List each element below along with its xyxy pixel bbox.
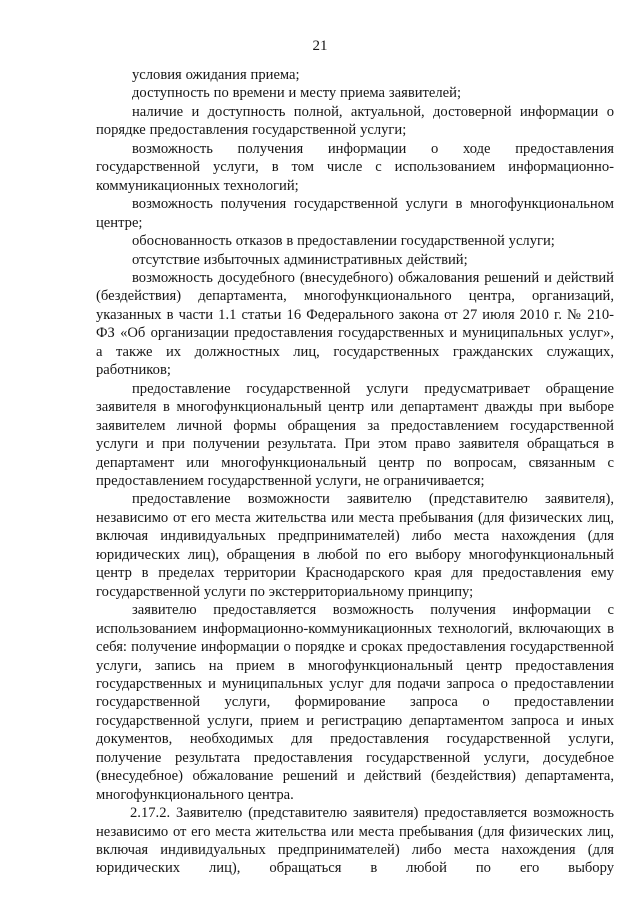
paragraph-mfc-service: возможность получения государственной услуги в многофункциональном центре; — [96, 196, 614, 231]
page-number: 21 — [312, 38, 328, 54]
paragraph-extraterritorial-principle: предоставление возможности заявителю (представителю заявителя), независимо от его места жительства или места пребывания (для физических лиц, включая индивидуальных предпринимателей) либо места нахождения (для юридических лиц), обращения в любой по его выбору многофункциональный центр в пределах территории Краснодарского края для предоставления ему государственной услуги по экстерриториальному принципу; — [96, 491, 614, 600]
document-body — [96, 66, 614, 878]
paragraph-time-place-availability: доступность по времени и месту приема заявителей; — [132, 85, 462, 102]
paragraph-progress-information: возможность получения информации о ходе предоставления государственной услуги, в том числе с использованием информационно-коммуникационных технологий; — [96, 140, 614, 194]
paragraph-waiting-conditions: условия ожидания приема; — [132, 67, 300, 83]
paragraph-pretrial-appeal: возможность досудебного (внесудебного) обжалования решений и действий (бездействия) департамента, многофункционального центра, организаций, указанных в части 1.1 статьи 16 Федерального закона от 27 июля 2010 г. № 210-ФЗ «Об организации предоставления государственных и муниципальных услуг», а также их должностных лиц, государственных гражданских служащих, работников; — [96, 269, 614, 379]
paragraph-ict-information: заявителю предоставляется возможность получения информации с использованием информационно-коммуникационных технологий, включающих в себя: получение информации о порядке и сроках предоставления государственной услуги, запись на прием в многофункциональный центр предоставления государственных и муниципальных услуг для подачи запроса о предоставлении государственной услуги, формирование запроса о предоставлении государственной услуги, прием и регистрацию департаментом запроса и иных документов, необходимых для предоставления государственной услуги, получение результата предоставления государственной услуги, досудебное (внесудебное) обжалование решений и действий (бездействия) департамента, многофункционального центра. — [96, 602, 614, 803]
paragraph-information-availability: наличие и доступность полной, актуальной, достоверной информации о порядке предоставления государственной услуги; — [96, 103, 614, 139]
paragraph-applicant-visits: предоставление государственной услуги предусматривает обращение заявителя в многофункциональный центр или департамент дважды при выборе заявителем личной формы обращения за предоставлением государственной услуги и при получении результата. При этом право заявителя обращаться в департамент или многофункциональный центр по вопросам, связанным с предоставлением государственной услуги, не ограничивается; — [96, 380, 614, 489]
paragraph-refusal-justification: обоснованность отказов в предоставлении государственной услуги; — [132, 233, 555, 250]
paragraph-2-17-2: 2.17.2. Заявителю (представителю заявителя) предоставляется возможность независимо от его места жительства или места пребывания (для физических лиц, включая индивидуальных предпринимателей) либо места нахождения (для юридических лиц), обращаться в любой по его выбору — [96, 805, 614, 877]
paragraph-no-excess-actions: отсутствие избыточных административных действий; — [132, 251, 468, 268]
